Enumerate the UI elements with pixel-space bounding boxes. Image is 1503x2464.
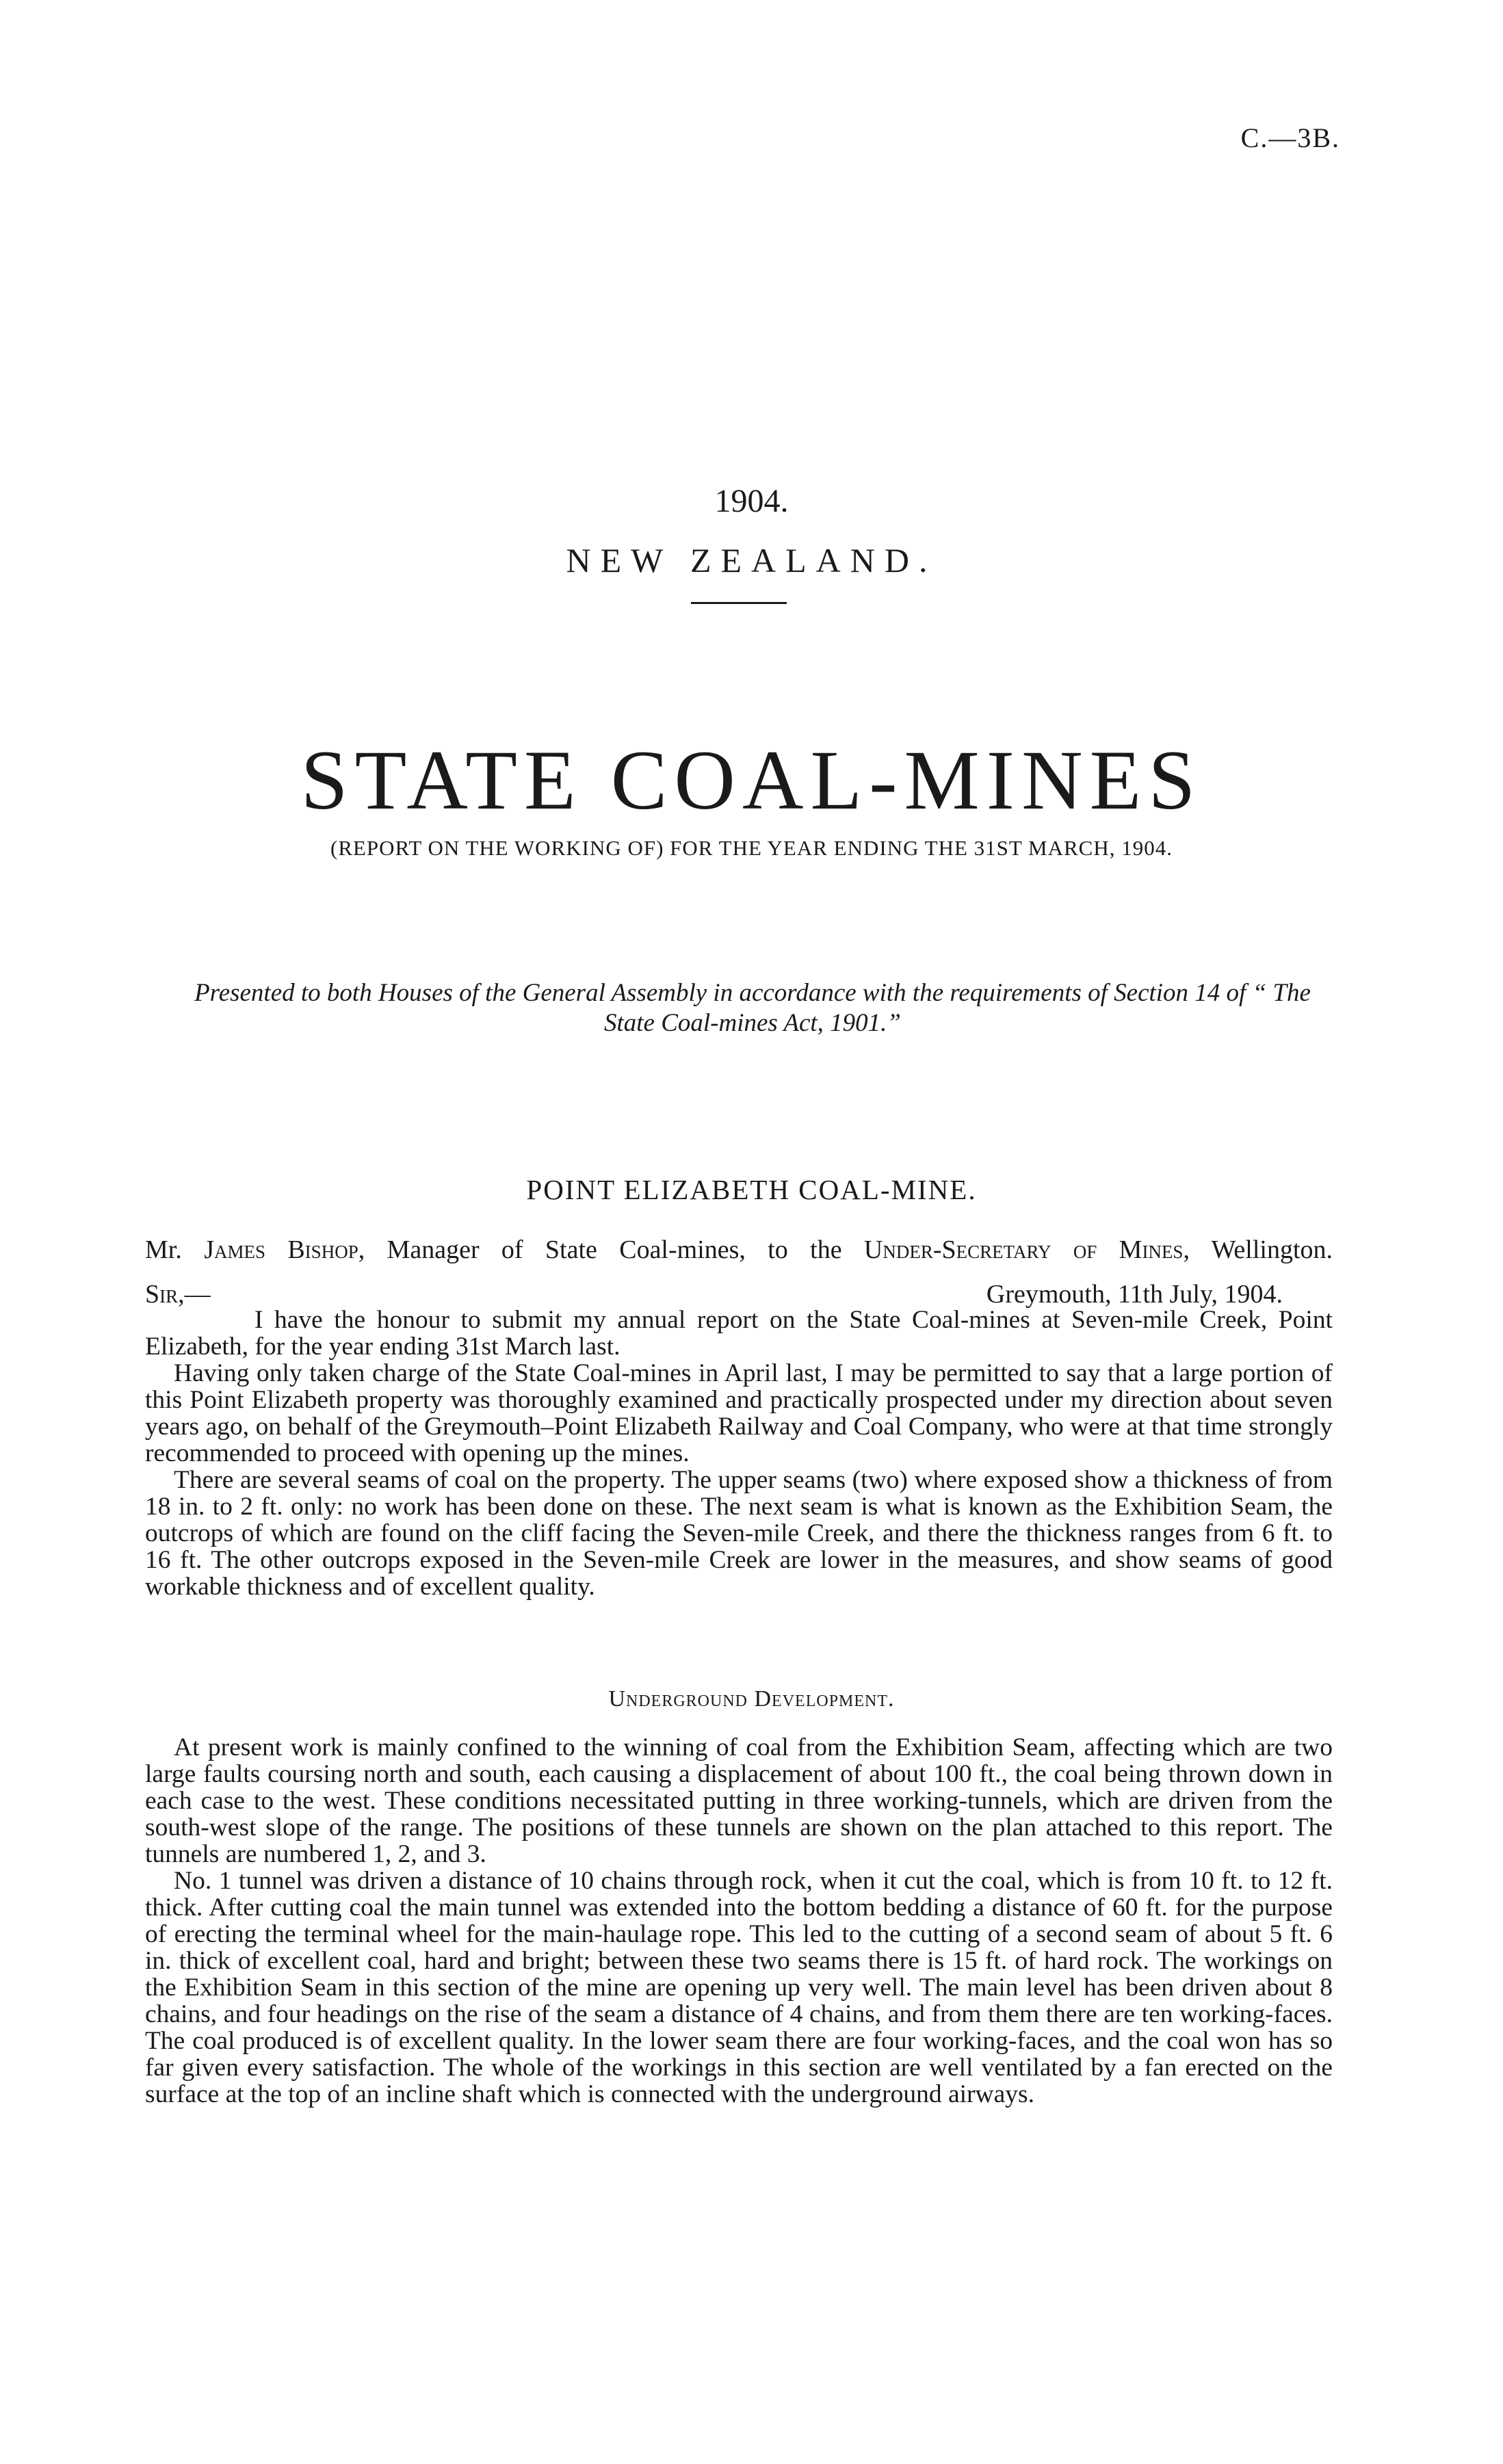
underground-paragraph-1: At present work is mainly confined to the winning of coal from the Exhibition Seam, affecting which are two large faults coursing north and south, each causing a displacement of about 100 ft., the coal being thrown down in each case to the west. These conditions necessitated putting in three working-tunnels, which are driven from the south-west slope of the range. The positions of these tunnels are shown on the plan attached to this report. The tunnels are numbered 1, 2, and 3.	[145, 1733, 1333, 1868]
section-heading-underground: Underground Development.	[608, 1686, 895, 1712]
document-subtitle: (REPORT ON THE WORKING OF) FOR THE YEAR ENDING THE 31ST MARCH, 1904.	[330, 836, 1173, 860]
letter-to-place: , Wellington.	[1183, 1235, 1333, 1264]
country-heading: NEW ZEALAND.	[566, 541, 937, 579]
letter-place-date: Greymouth, 11th July, 1904.	[986, 1280, 1283, 1309]
intro-paragraph-3: There are several seams of coal on the property. The upper seams (two) where exposed show a thickness of from 18 in. to 2 ft. only: no work has been done on these. The next seam is what is known as the Exhibition Seam, the outcrops of which are found on the cliff facing the Seven-mile Creek, and there the thickness ranges from 6 ft. to 16 ft. The other outcrops exposed in the Seven-mile Creek are lower in the measures, and show seams of good workable thickness and of excellent quality.	[145, 1466, 1333, 1601]
intro-section	[145, 1307, 1333, 1600]
letter-to-name: Under-Secretary of Mines	[863, 1235, 1184, 1264]
presentation-note: Presented to both Houses of the General Assembly in accordance with the requirements of Section 14 of “ The State Coal-mines Act, 1901.”	[194, 979, 1311, 1037]
mine-heading: POINT ELIZABETH COAL-MINE.	[526, 1174, 977, 1205]
title-divider	[691, 602, 787, 604]
underground-paragraph-2: No. 1 tunnel was driven a distance of 10 chains through rock, when it cut the coal, which is from 10 ft. to 12 ft. thick. After cutting coal the main tunnel was extended into the bottom bedding a distance of 60 ft. for the purpose of erecting the terminal wheel for the main-haulage rope. This led to the cutting of a second seam of about 5 ft. 6 in. thick of excellent coal, hard and bright; between these two seams there is 15 ft. of hard rock. The workings on the Exhibition Seam in this section of the mine are opening up very well. The main level has been driven about 8 chains, and four headings on the rise of the seam a distance of 4 chains, and from them there are ten working-faces. The coal produced is of excellent quality. In the lower seam there are four working-faces, and the coal won has so far given every satisfaction. The whole of the workings in this section are well ventilated by a fan erected on the surface at the top of an incline shaft which is connected with the underground airways.	[145, 1867, 1333, 2108]
letter-from-prefix: Mr.	[145, 1235, 182, 1264]
underground-section	[145, 1734, 1333, 2108]
intro-paragraph-1: I have the honour to submit my annual report on the State Coal-mines at Seven-mile Creek, Point Elizabeth, for the year ending 31st March last.	[145, 1306, 1333, 1361]
letter-header	[145, 1235, 1333, 1265]
letter-from-name: James Bishop	[204, 1235, 358, 1264]
page-reference: C.—3B.	[1240, 122, 1340, 153]
report-year: 1904.	[714, 483, 789, 519]
document-title: STATE COAL-MINES	[300, 733, 1203, 827]
letter-salutation: Sir,—	[145, 1280, 211, 1309]
intro-paragraph-2: Having only taken charge of the State Coal-mines in April last, I may be permitted to say that a large portion of this Point Elizabeth property was thoroughly examined and practically prospected under my direction about seven years ago, on behalf of the Greymouth–Point Elizabeth Railway and Coal Company, who were at that time strongly recommended to proceed with opening up the mines.	[145, 1359, 1333, 1467]
letter-from-role: , Manager of State Coal-mines, to the	[358, 1235, 842, 1264]
